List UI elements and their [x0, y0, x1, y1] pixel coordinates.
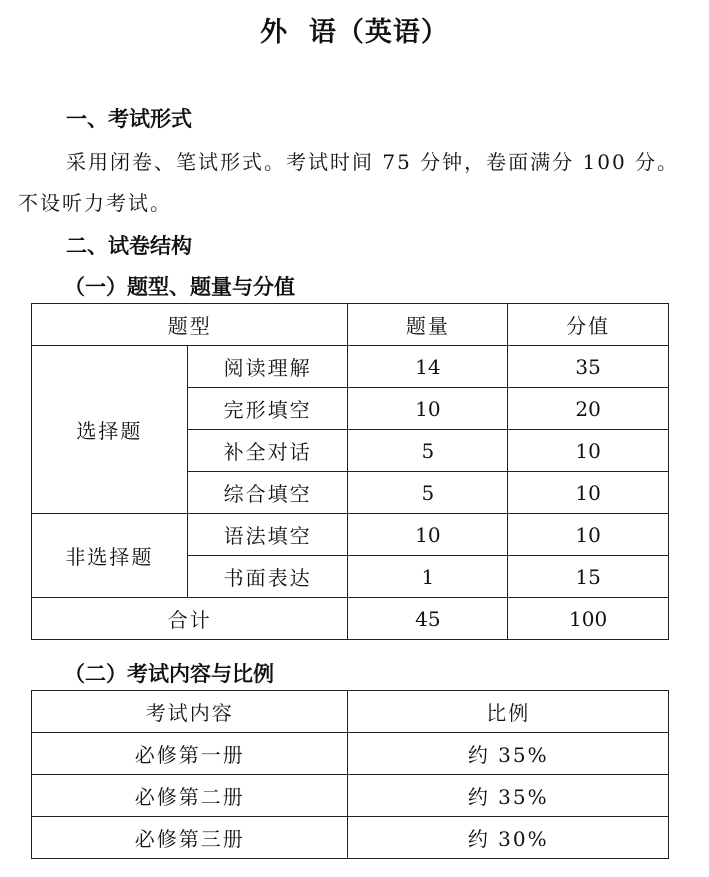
exam-format-paragraph-line-1: 采用闭卷、笔试形式。考试时间 75 分钟，卷面满分 100 分。: [66, 150, 680, 174]
type-cell: 书面表达: [187, 556, 348, 598]
table-header-row: [32, 691, 669, 733]
content-ratio-table: [31, 690, 669, 859]
count-cell: 10: [348, 514, 508, 556]
type-cell: 语法填空: [187, 514, 348, 556]
count-cell: 10: [348, 388, 508, 430]
table-row: [32, 775, 669, 817]
score-cell: 20: [508, 388, 669, 430]
group-cell-multiple-choice: 选择题: [32, 346, 188, 514]
type-cell: 阅读理解: [187, 346, 348, 388]
header-cell-score: 分值: [508, 304, 669, 346]
type-cell: 补全对话: [187, 430, 348, 472]
header-cell-type: 题型: [32, 304, 348, 346]
exam-format-paragraph-line-2: 不设听力考试。: [18, 191, 172, 215]
table-row: [32, 817, 669, 859]
header-cell-count: 题量: [348, 304, 508, 346]
table-row: [32, 514, 669, 556]
count-cell: 5: [348, 430, 508, 472]
question-types-table: [31, 303, 669, 640]
count-cell: 1: [348, 556, 508, 598]
group-cell-non-multiple-choice: 非选择题: [32, 514, 188, 598]
score-cell: 15: [508, 556, 669, 598]
type-cell: 综合填空: [187, 472, 348, 514]
score-cell: 10: [508, 514, 669, 556]
subheading-content-ratio: （二）考试内容与比例: [64, 662, 274, 686]
ratio-cell: 约 35%: [348, 775, 669, 817]
content-cell: 必修第一册: [32, 733, 348, 775]
ratio-cell: 约 35%: [348, 733, 669, 775]
header-cell-ratio: 比例: [348, 691, 669, 733]
content-cell: 必修第二册: [32, 775, 348, 817]
section-heading-paper-structure: 二、试卷结构: [66, 234, 192, 258]
page-title: 外 语（英语）: [260, 17, 449, 48]
type-cell: 完形填空: [187, 388, 348, 430]
table-row: [32, 346, 669, 388]
count-cell: 14: [348, 346, 508, 388]
section-heading-exam-format: 一、考试形式: [66, 107, 192, 131]
total-count-cell: 45: [348, 598, 508, 640]
score-cell: 10: [508, 472, 669, 514]
total-label-cell: 合计: [32, 598, 348, 640]
count-cell: 5: [348, 472, 508, 514]
score-cell: 10: [508, 430, 669, 472]
header-cell-content: 考试内容: [32, 691, 348, 733]
total-score-cell: 100: [508, 598, 669, 640]
table-total-row: [32, 598, 669, 640]
table-row: [32, 733, 669, 775]
score-cell: 35: [508, 346, 669, 388]
subheading-question-types: （一）题型、题量与分值: [64, 275, 295, 299]
table-header-row: [32, 304, 669, 346]
content-cell: 必修第三册: [32, 817, 348, 859]
ratio-cell: 约 30%: [348, 817, 669, 859]
